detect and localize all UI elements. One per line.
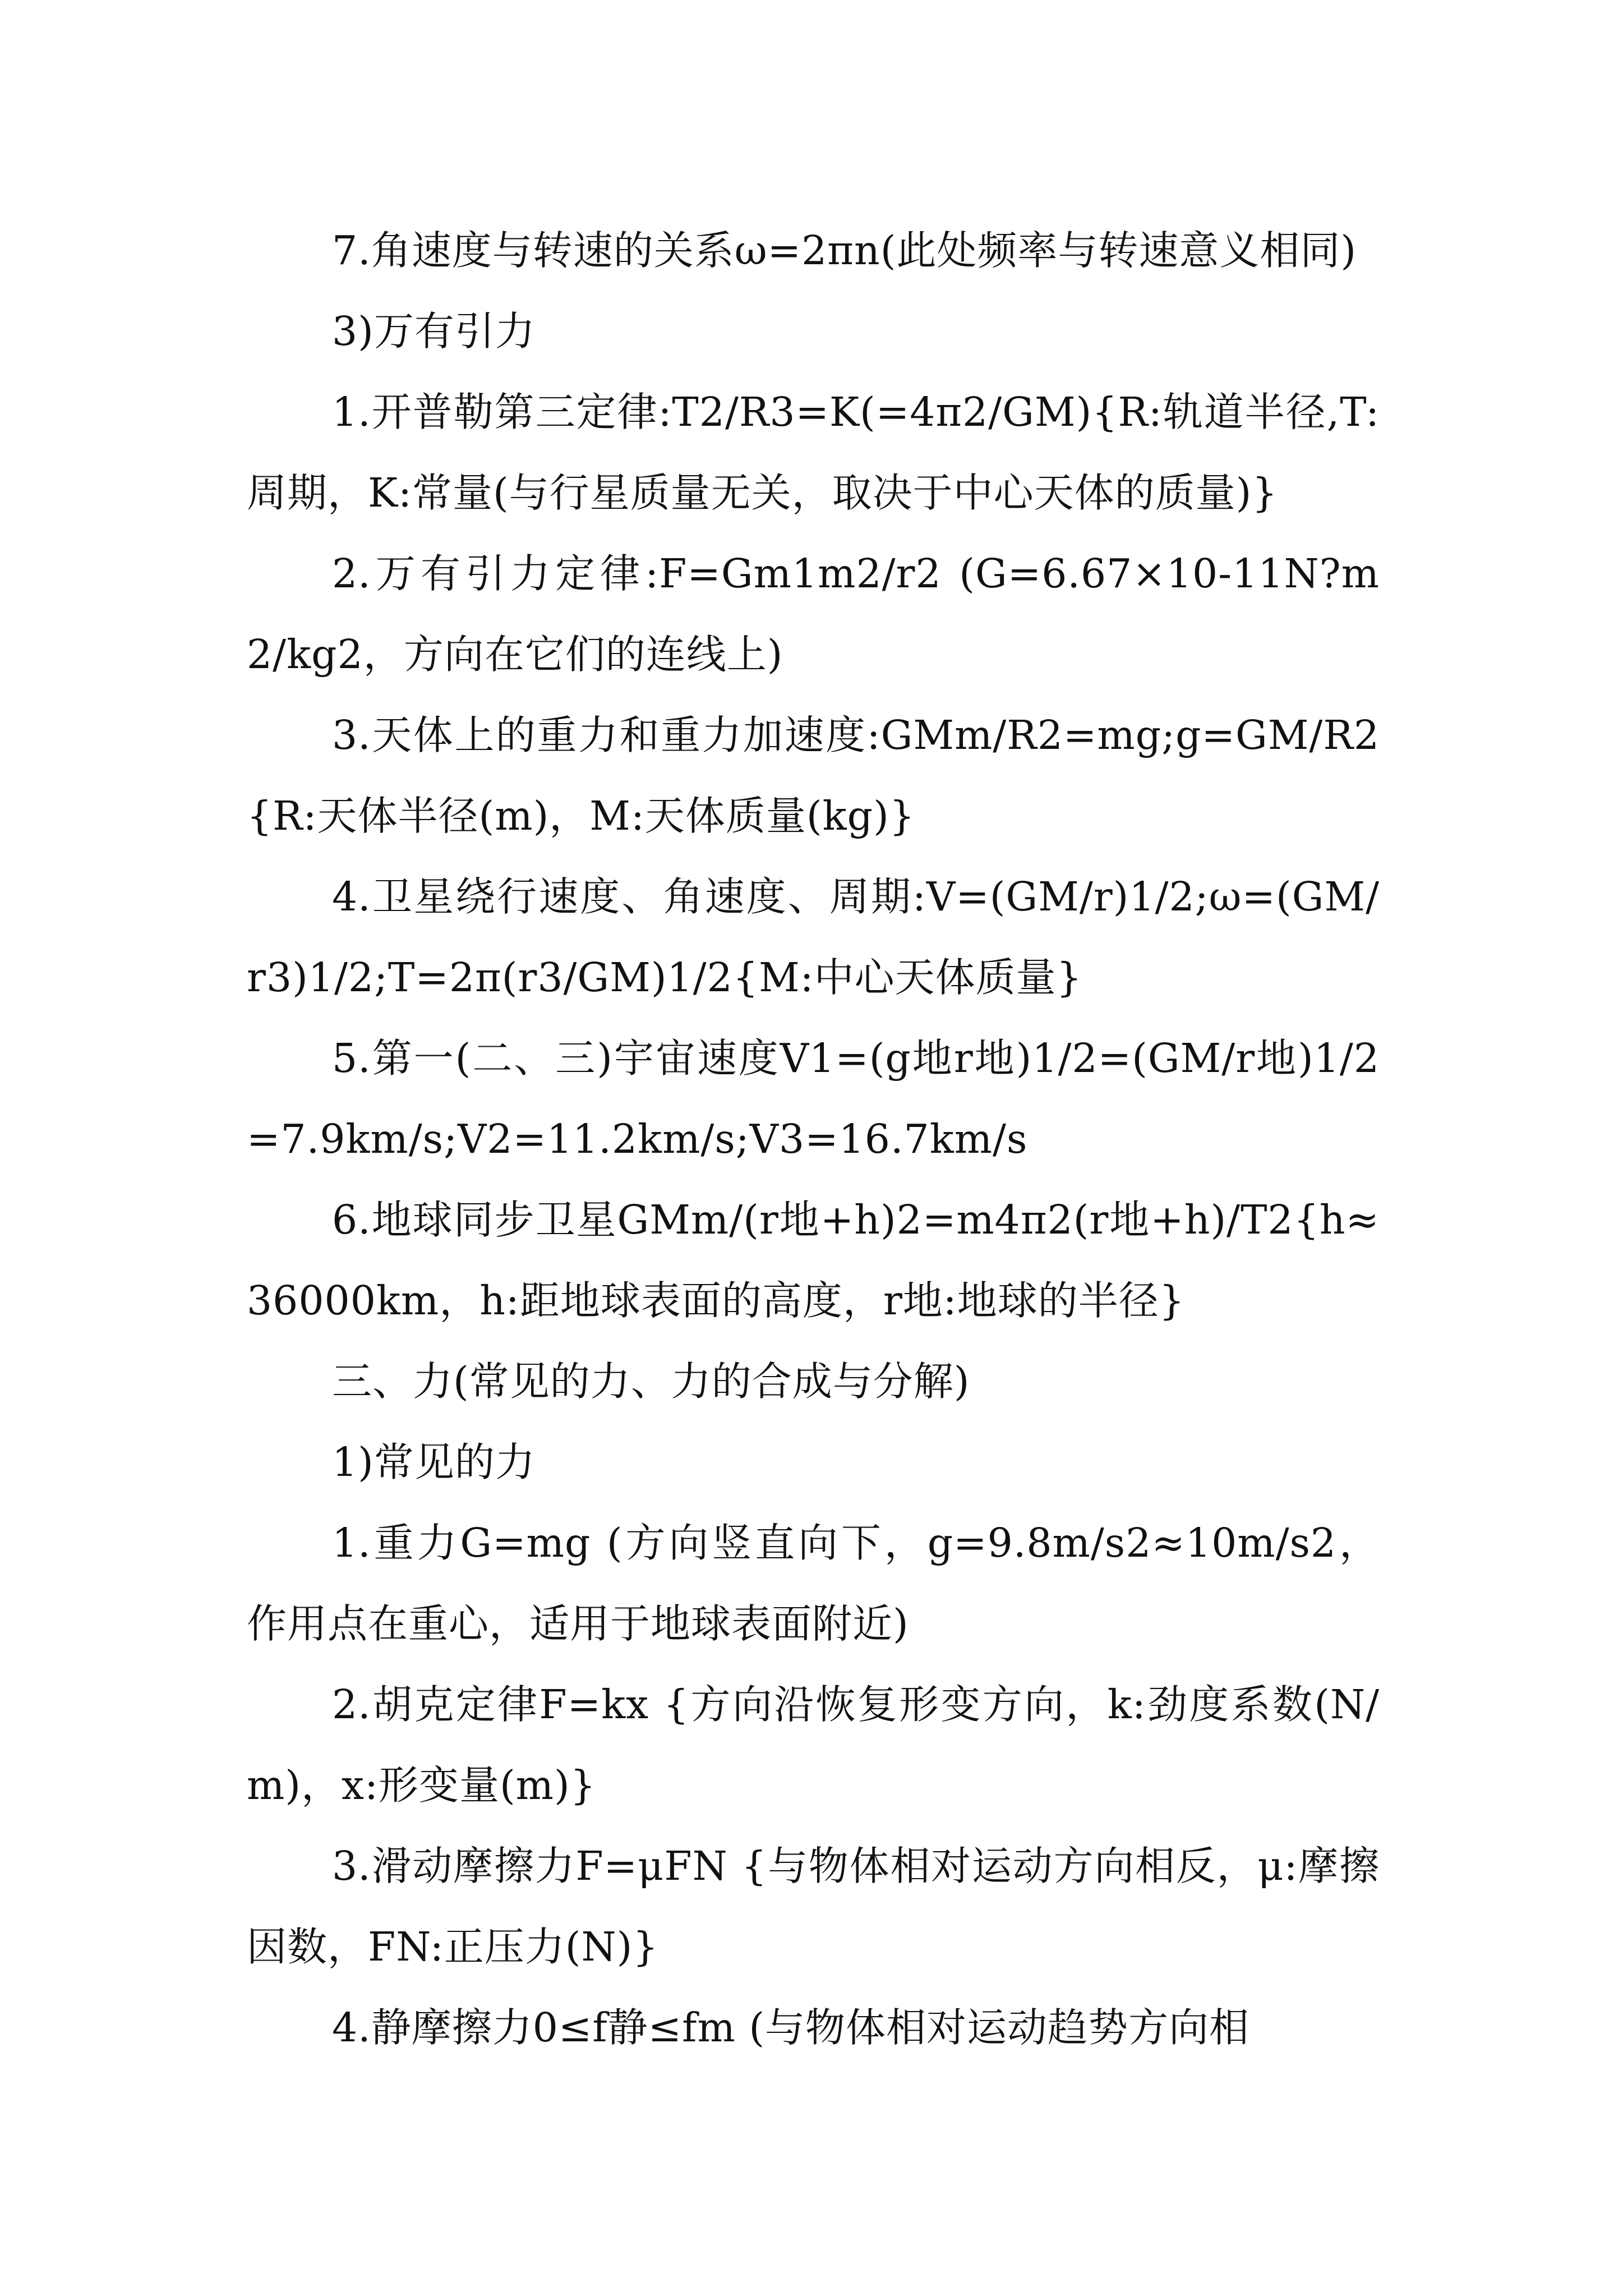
paragraph-angular-speed-relation: 7.角速度与转速的关系ω=2πn(此处频率与转速意义相同) <box>332 227 1357 274</box>
document-body <box>247 210 1380 2068</box>
paragraph-celestial-gravity: 3.天体上的重力和重力加速度:GMm/R2=mg;g=GM/R2 {R:天体半径(m)，M:天体质量(kg)} <box>247 712 1380 839</box>
paragraph-kepler-third-law: 1.开普勒第三定律:T2/R3=K(=4π2/GM){R:轨道半径,T:周期，K:常量(与行星质量无关，取决于中心天体的质量)} <box>247 389 1380 516</box>
paragraph-gravity-force: 1.重力G=mg (方向竖直向下，g=9.8m/s2≈10m/s2，作用点在重心，适用于地球表面附近) <box>247 1520 1380 1647</box>
paragraph-hookes-law: 2.胡克定律F=kx {方向沿恢复形变方向，k:劲度系数(N/m)，x:形变量(m)} <box>247 1681 1380 1809</box>
chapter-heading-force: 三、力(常见的力、力的合成与分解) <box>332 1358 970 1405</box>
paragraph-geosynchronous-satellite: 6.地球同步卫星GMm/(r地+h)2=m4π2(r地+h)/T2{h≈36000km，h:距地球表面的高度，r地:地球的半径} <box>247 1197 1380 1324</box>
paragraph-sliding-friction: 3.滑动摩擦力F=μFN {与物体相对运动方向相反，μ:摩擦因数，FN:正压力(N)} <box>247 1843 1380 1970</box>
paragraph-satellite-motion: 4.卫星绕行速度、角速度、周期:V=(GM/r)1/2;ω=(GM/r3)1/2;T=2π(r3/GM)1/2{M:中心天体质量} <box>247 873 1380 1001</box>
section-heading-gravitation: 3)万有引力 <box>332 308 536 355</box>
paragraph-law-of-gravitation: 2.万有引力定律:F=Gm1m2/r2 (G=6.67×10-11N?m2/kg2，方向在它们的连线上) <box>247 550 1380 678</box>
section-heading-common-forces: 1)常见的力 <box>332 1439 536 1485</box>
paragraph-static-friction: 4.静摩擦力0≤f静≤fm (与物体相对运动趋势方向相 <box>332 2004 1250 2051</box>
paragraph-cosmic-velocities: 5.第一(二、三)宇宙速度V1=(g地r地)1/2=(GM/r地)1/2=7.9km/s;V2=11.2km/s;V3=16.7km/s <box>247 1035 1380 1162</box>
